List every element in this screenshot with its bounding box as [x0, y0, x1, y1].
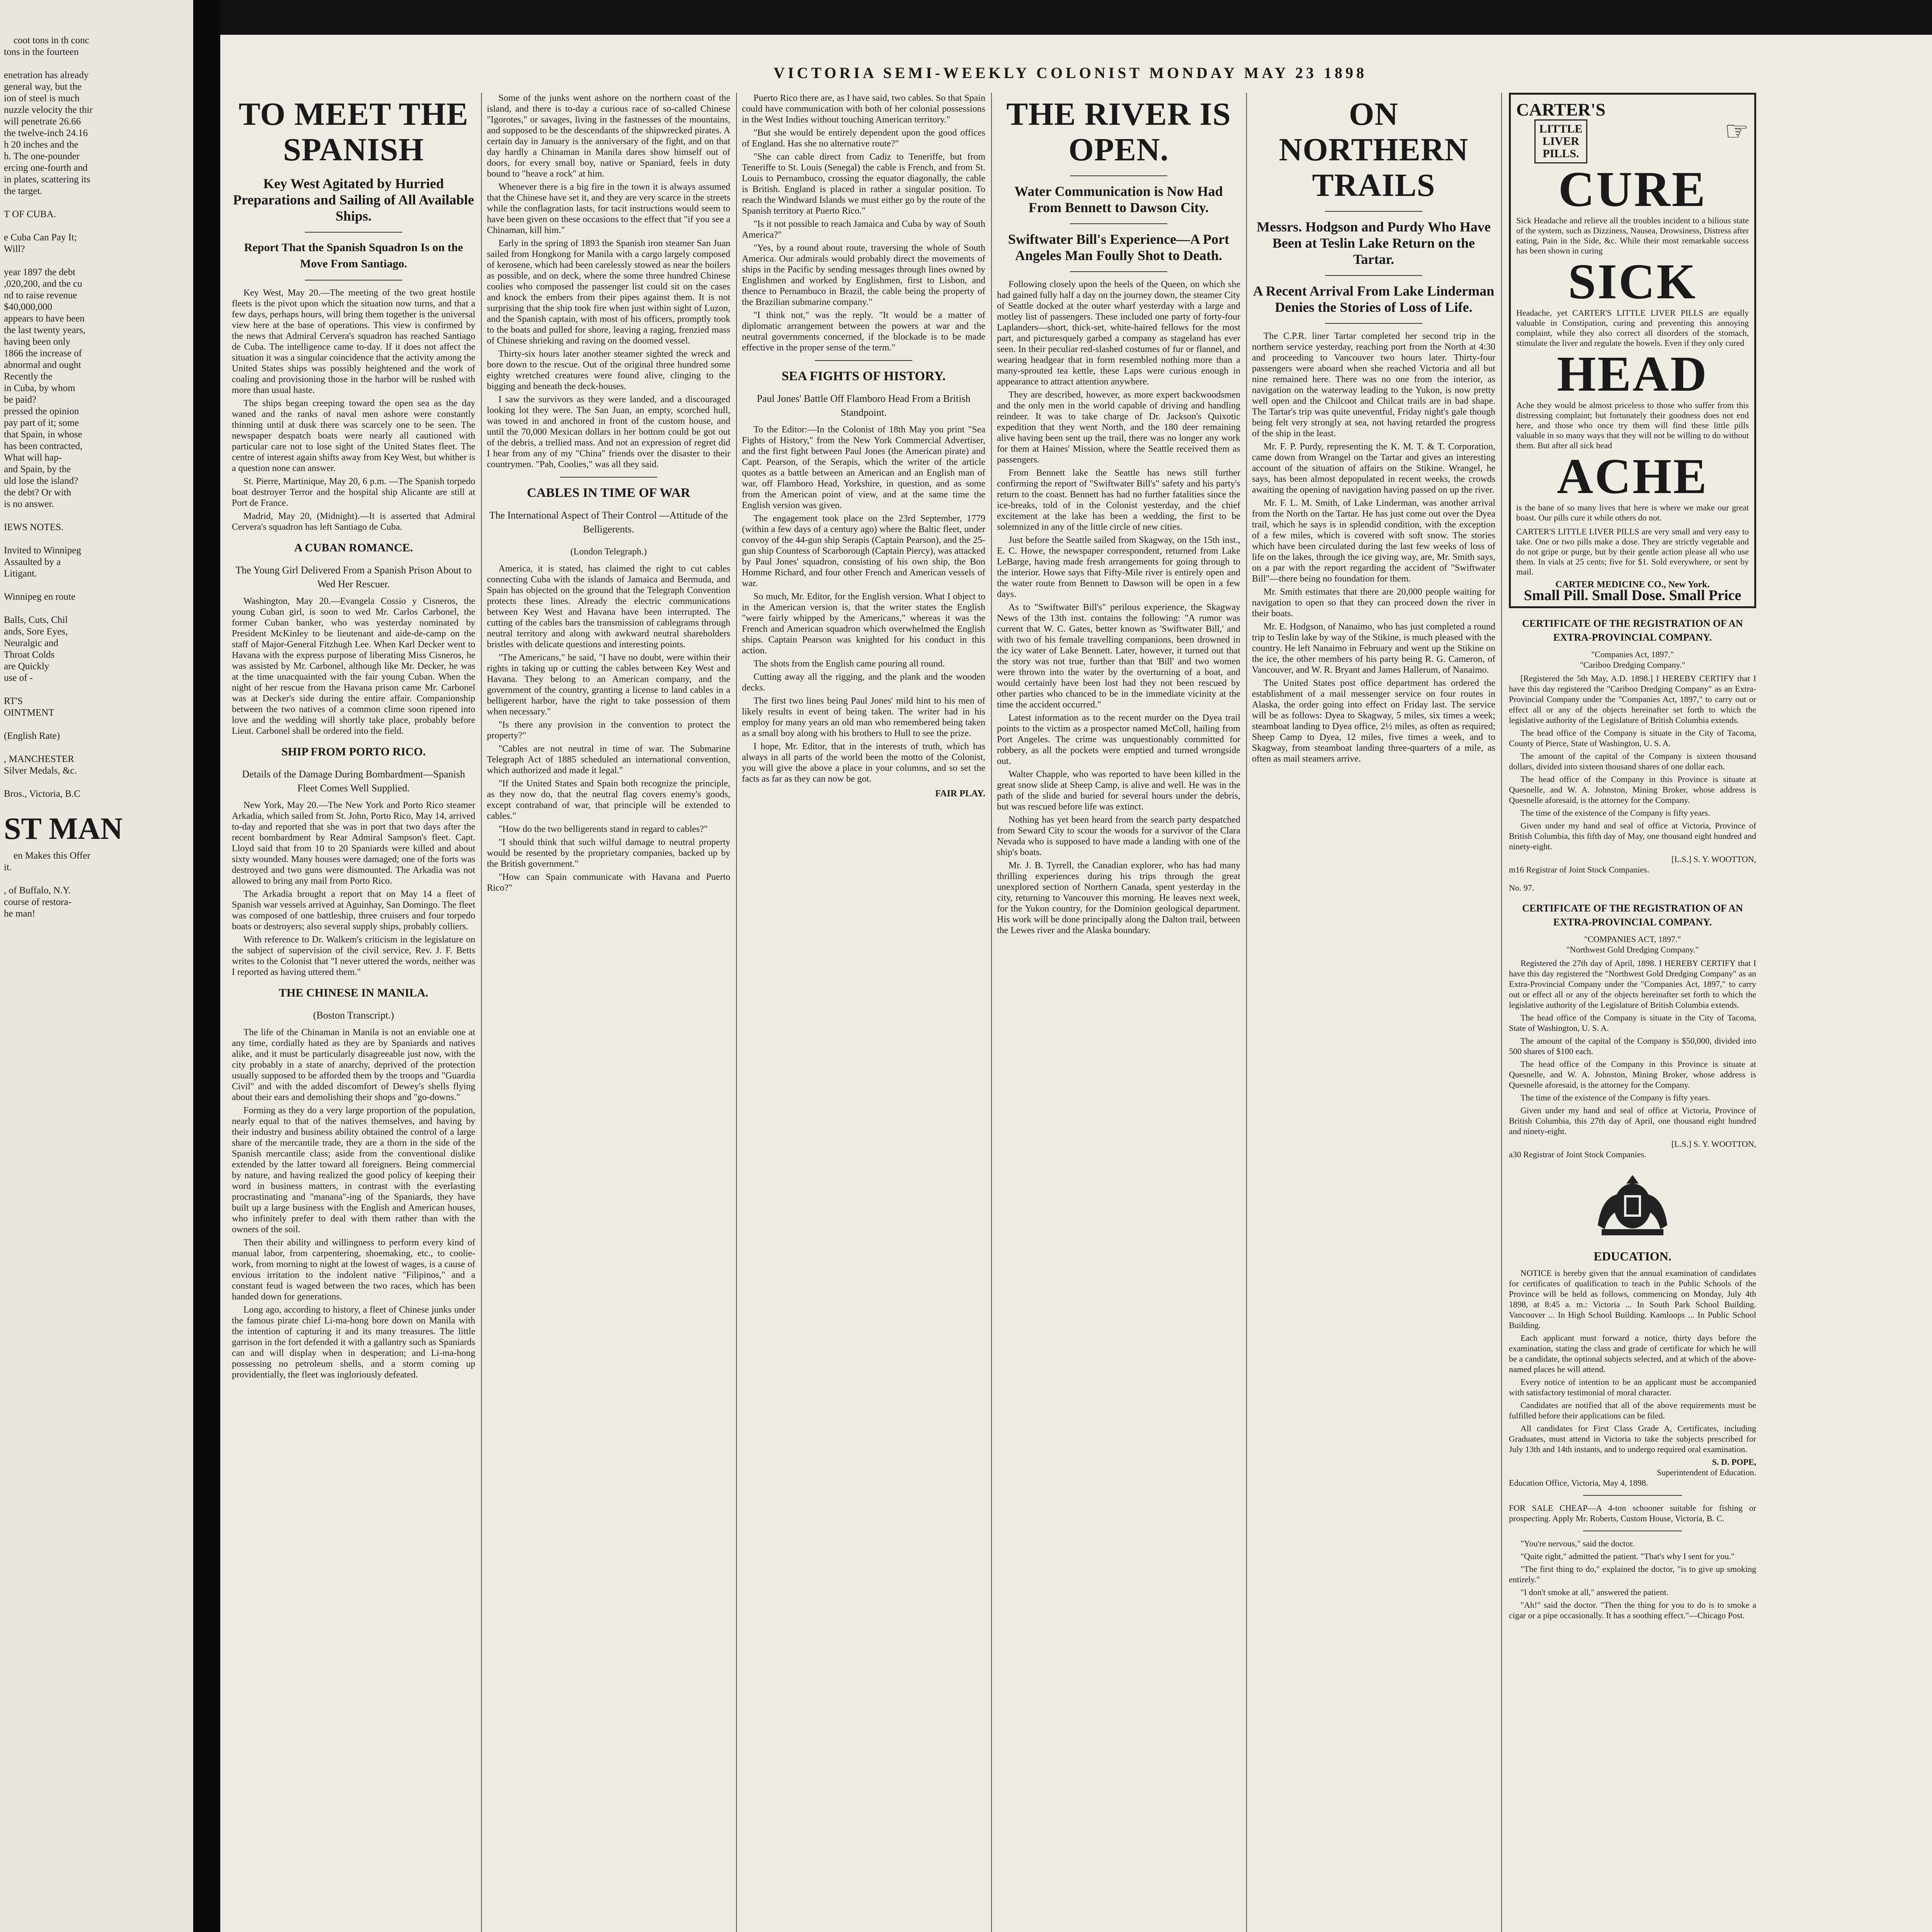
paragraph: The shots from the English came pouring all round.: [753, 659, 945, 669]
cure-text: Sick Headache and relieve all the troubles incident to a bilious state of the system, such as Dizziness, Nausea, Drowsiness, Distress after eating, Pain in the Side, &c. While their most remarkable success has been shown in curing: [1516, 216, 1749, 255]
cert1-act: "Companies Act, 1897.": [1591, 650, 1674, 659]
paragraph: "Quite right," admitted the patient. "That's why I sent for you.": [1520, 1551, 1735, 1561]
subdeck-cuban-romance: The Young Girl Delivered From a Spanish Prison About to Wed Her Rescuer.: [235, 565, 472, 590]
paragraph: Given under my hand and seal of office at Victoria, Province of British Columbia, this 27th day of April, one thousand eight hundred and ninety-eight.: [1509, 1105, 1756, 1136]
headline-spanish: TO MEET THE SPANISH: [238, 96, 469, 168]
head-word: HEAD: [1557, 346, 1708, 402]
column-rule: [481, 93, 482, 1932]
deck-sea-fights: Paul Jones' Battle Off Flamboro Head From a British Standpoint.: [757, 393, 971, 418]
cert1-registrar: m16 Registrar of Joint Stock Companies.: [1509, 865, 1649, 874]
paragraph: Nothing has yet been heard from the search party despatched from Seward City to scour the woods for a survivor of the Clara Nevada who is supposed to have made a landing with one of the ship's boats.: [997, 815, 1240, 857]
paragraph: The Arkadia brought a report that on May 14 a fleet of Spanish war vessels arrived at Aguinhay, San Domingo. The fleet was composed of one battleship, three cruisers and four torpedo boats or destroyers; also several supply ships, probably colliers.: [232, 889, 475, 932]
cert1-seal: [L.S.] S. Y. WOOTTON,: [1671, 854, 1756, 864]
cert2-registrar: a30 Registrar of Joint Stock Companies.: [1509, 1150, 1646, 1159]
paragraph: Just before the Seattle sailed from Skagway, on the 15th inst., E. C. Howe, the newspaper correspondent, returned from Lake LeBarge, having made fresh arrangements for going through to the interior. Howe says that Fifty-Mile river is entirely open and the water route from Bennett to Dawson will be open in a few days.: [997, 535, 1240, 599]
divider: [1070, 223, 1167, 224]
paragraph: The United States post office department has ordered the establishment of a mail messenger service on four routes in Alaska, the order going into effect on Friday last. The service will be as follows: Dyea to Skagway, 5 miles, six times a week; steamboat landing to Dyea office, 2½ miles, as often as required; Sheep Camp to Dyea, 12 miles, five times a week, and to Skagway, from steamboat landing three-quarters of a mile, as often as mail steamers arrive.: [1252, 678, 1495, 764]
headline-sea-fights: SEA FIGHTS OF HISTORY.: [781, 369, 946, 383]
cert2-number: No. 97.: [1509, 883, 1534, 893]
deck-northern-trails: Messrs. Hodgson and Purdy Who Have Been at Teslin Lake Return on the Tartar.: [1257, 219, 1491, 267]
subhead-chinese-manila: THE CHINESE IN MANILA.: [279, 986, 429, 999]
column-3: [742, 93, 985, 1932]
deck2-spanish: Report That the Spanish Squadron Is on the Move From Santiago.: [244, 241, 463, 270]
paragraph: Latest information as to the recent murder on the Dyea trail points to the victim as a prospector named McColl, hailing from Port Angeles. The crime was unquestionably committed for robbery, as all the pockets were emptied and turned wrongside out.: [997, 713, 1240, 766]
paragraph: The head office of the Company in this Province is situate at Quesnelle, and W. A. Johnston, Mining Broker, whose address is Quesnelle aforesaid, is the attorney for the Company.: [1509, 774, 1756, 805]
carters-pills-ad: [1509, 93, 1756, 608]
pills-line-1: LITTLE: [1539, 122, 1583, 135]
paragraph: To the Editor:—In the Colonist of 18th May you print "Sea Fights of History," from the New York Commercial Advertiser, and the first fight between Paul Jones (the American pirate) and Capt. Pearson, of the Serapis, which the writer of the article quotes as a battle between an American and an English man of war, off Flamboro Head, Yorkshire, in question, and as some from the American point of view, and at the same time the English version was given.: [742, 425, 985, 510]
paragraph: Puerto Rico there are, as I have said, two cables. So that Spain could have communication with both of her colonial possessions in the West Indies without touching American territory.": [742, 93, 985, 125]
article-continuation-cables: [742, 93, 985, 353]
paragraph: America, it is stated, has claimed the right to cut cables connecting Cuba with the islands of Jamaica and Bermuda, and Spain has objected on the ground that the Telegraph Convention protects these lines. Already the electric communications between Key West and Havana have been interrupted. The cutting of the cables bars the transmission of cablegrams through neutral territory and along with awkward neutral shareholders bristles with delicate questions and interesting points.: [487, 564, 730, 650]
divider: [1070, 271, 1167, 272]
paragraph: "I don't smoke at all," answered the patient.: [1520, 1587, 1668, 1597]
column-2: [487, 93, 730, 1932]
paragraph: "Yes, by a round about route, traversing the whole of South America. Our admirals would probably direct the movements of ships in the Pacific by sending messages through lines owned by Englishmen and worked by Englishmen, first to Lisbon, and thence to Pernambuco in Brazil, the cable being the property of the Brazilian submarine company.": [742, 243, 985, 307]
cert2-title: CERTIFICATE OF THE REGISTRATION OF AN EXTRA-PROVINCIAL COMPANY.: [1522, 903, 1743, 928]
paragraph: Key West, May 20.—The meeting of the two great hostile fleets is the pivot upon which the situation now turns, and that a few days, perhaps hours, will bring them together is the universal view here at the base of operations. This view is confirmed by the news that Admiral Cervera's squadron has reached Santiago de Cuba. The intelligence came to-day. If it does not affect the situation it was a singular coincidence that the activity among the United States ships was possibly heightened and the work of coaling and provisioning those in the harbor will be rushed with more than usual haste.: [232, 288, 475, 395]
divider: [305, 280, 402, 281]
paragraph: The head office of the Company in this Province is situate at Quesnelle, and W. A. Johnston, Mining Broker, whose address is Quesnelle aforesaid, is the attorney for the Company.: [1509, 1059, 1756, 1090]
deck2-northern-trails: A Recent Arrival From Lake Linderman Denies the Stories of Loss of Life.: [1253, 283, 1495, 315]
paragraph: Mr. E. Hodgson, of Nanaimo, who has just completed a round trip to Teslin lake by way of the Stikine, is much pleased with the country. He left Nanaimo in February and went up the Stikine on the ice, the other members of his party being R. G. Cameron, of Vancouver, and W. R. Bryant and James Hallerum, of Nanaimo.: [1252, 622, 1495, 675]
paragraph: "The Americans," he said, "I have no doubt, were within their rights in taking up or cutting the cables between Key West and Havana. They belong to an American company, and the government of the country, granting a license to land cables in a belligerent harbor, have the right to take possession of them when necessary.": [487, 653, 730, 717]
paragraph: The amount of the capital of the Company is $50,000, divided into 500 shares of $100 each.: [1509, 1036, 1756, 1056]
column-1: [232, 93, 475, 1932]
column-5: [1252, 93, 1495, 1932]
headline-northern-trails: ON NORTHERN TRAILS: [1279, 96, 1469, 203]
paragraph: Some of the junks went ashore on the northern coast of the island, and there is to-day a curious race of so-called Chinese "Igorotes," or savages, living in the fastnesses of the mountains, and supposed to be the descendants of the shipwrecked pirates. A certain day in January is the anniversary of the fight, and on that day hardly a Chinaman in Manila dares show himself out of doors, for every small boy, native or Spaniard, feels in duty bound to "heave a rock" at him.: [487, 93, 730, 179]
column-4: [997, 93, 1240, 1932]
paragraph: St. Pierre, Martinique, May 20, 6 p.m. —The Spanish torpedo boat destroyer Terror and the hospital ship Alicante are still at Port de France.: [232, 476, 475, 508]
paragraph: I hope, Mr. Editor, that in the interests of truth, which has always in all parts of the world been the motto of the Colonist, you will give the above a place in your columns, and so set the facts as far as they can now be got.: [742, 742, 985, 784]
paragraph: Mr. F. L. M. Smith, of Lake Linderman, was another arrival from the North on the Tartar. He has just come out over the Dyea trail, which he says is in splendid condition, with the exception of a few miles, which is covered with soft snow. The stories which have been circulated during the last few weeks of loss of life on the lakes, through the ice giving way, are, Mr. Smith says, on a par with the report regarding the accident of "Swiftwater Bill"—there being no foundation for them.: [1252, 498, 1495, 584]
previous-page-ad-heading: ST MAN: [4, 812, 123, 846]
paragraph: Given under my hand and seal of office at Victoria, Province of British Columbia, this fifth day of May, one thousand eight hundred and ninety-eight.: [1509, 821, 1756, 851]
paragraph: The life of the Chinaman in Manila is not an enviable one at any time, cordially hated as they are by Spaniards and natives alike, and it must be particularly disagreeable just now, with the city probably in a state of anarchy, deprived of the protection usually supposed to be afforded them by the troops and "Guardia Civil" and with the added discomfort of Dewey's shells flying about their ears and demolishing their shops and "go-downs.": [232, 1027, 475, 1102]
paragraph: Candidates are notified that all of the above requirements must be fulfilled before their applications can be filed.: [1509, 1400, 1756, 1420]
previous-page-text: [4, 23, 185, 1932]
paragraph: "Is there any provision in the convention to protect the property?": [487, 720, 730, 741]
divider: [1325, 211, 1422, 212]
divider: [305, 232, 402, 233]
paragraph: "How do the two belligerents stand in regard to cables?": [498, 824, 708, 834]
deck-cables: The International Aspect of Their Control —Attitude of the Belligerents.: [489, 510, 728, 535]
paragraph: New York, May 20.—The New York and Porto Rico steamer Arkadia, which sailed from St. John, Porto Rico, May 14, arrived to-day and reported that she was in port that two days after the recent bombardment by Rear Admiral Sampson's fleet. Capt. Lloyd said that from 10 to 20 Spaniards were killed and about sixty wounded. Many houses were damaged; one of the forts was destroyed and two guns were dismounted. The Arkadia was not allowed to bring any mail from Porto Rico.: [232, 800, 475, 886]
paragraph: Following closely upon the heels of the Queen, on which she had gained fully half a day on the journey down, the steamer City of Seattle docked at the outer wharf yesterday with a large and motley list of passengers. These included one party of forty-four Laplanders—short, thick-set, white-haired fellows for the most part, and picturesquely garbed a company as stageland has ever seen. In their peculiar red-slashed costumes of fur or flannel, and wearing headgear that in form resembled nothing more than a many-sprouted tea kettle, these Laps were curious enough in appearance to attract attention anywhere.: [997, 279, 1240, 387]
subhead-porto-rico: SHIP FROM PORTO RICO.: [281, 745, 426, 758]
deck-river-open: Water Communication is Now Had From Bennett to Dawson City.: [1014, 184, 1223, 215]
paragraph: All candidates for First Class Grade A, Certificates, including Graduates, must attend in Victoria to take the subjects prescribed for July 13th and 14th instants, and to undergo required oral examination.: [1509, 1423, 1756, 1454]
education-signer: S. D. POPE,: [1712, 1457, 1756, 1467]
paragraph: The C.P.R. liner Tartar completed her second trip in the northern service yesterday, reaching port from the North at 4:30 and proceeding to Vancouver two hours later. Thirty-four passengers were aboard when she reached Victoria and all but nine remained here. There was no one from the interior, as navigation on the waterway leading to the Yukon, is now pretty well open and the Chilcoot and Chilcat trails are in bad shape. The Tartar's trip was quite uneventful, Friday night's gale though being felt very strongly at sea, not having retarded the progress of the ship in the least.: [1252, 331, 1495, 439]
paragraph: "Is it not possible to reach Jamaica and Cuba by way of South America?": [742, 219, 985, 240]
education-signer-title: Superintendent of Education.: [1656, 1468, 1756, 1477]
cert1-company: "Cariboo Dredging Company.": [1580, 660, 1685, 670]
sick-text: Headache, yet CARTER'S LITTLE LIVER PILLS are equally valuable in Constipation, curing and preventing this annoying complaint, while they also correct all disorders of the stomach, stimulate the liver and regulate the bowels. Even if they only cured: [1516, 308, 1749, 348]
divider: [1325, 275, 1422, 276]
sick-word: SICK: [1568, 254, 1697, 310]
paragraph: Registered the 27th day of April, 1898. I HEREBY CERTIFY that I have this day registered the "Northwest Gold Dredging Company" as an Extra-Provincial Company under the "Companies Act, 1897," to carry out or effect all or any of the objects hereinafter set forth to which the legislative authority of the Legislature of British Columbia extends.: [1509, 958, 1756, 1010]
paragraph: Every notice of intention to be an applicant must be accompanied with satisfactory testimonial of moral character.: [1509, 1377, 1756, 1397]
column-rule: [736, 93, 737, 1932]
article-body-cables: [487, 563, 730, 893]
paragraph: Mr. F. P. Purdy, representing the K. M. T. & T. Corporation, came down from Wrangel on the Tartar and gives an interesting account of the situation of affairs on the Stikine. Wrangel, he says, has been almost depopulated in recent weeks, the crowds awaiting the opening of navigation having passed on up the river.: [1252, 442, 1495, 495]
ache-text: is the bane of so many lives that here is where we make our great boast. Our pills cure it while others do not.: [1516, 503, 1749, 522]
article-body-chinese-manila: [232, 1027, 475, 1380]
subhead-cuban-romance: A CUBAN ROMANCE.: [294, 541, 413, 554]
paragraph: Madrid, May 20, (Midnight).—It is asserted that Admiral Cervera's squadron has left Santiago de Cuba.: [232, 511, 475, 532]
paragraph: With reference to Dr. Walkem's criticism in the legislature on the subject of supervision of the civil service, Rev. J. F. Betts writes to the Colonist that "I never uttered the words, neither was I reported as having uttered them.": [232, 935, 475, 977]
signature-fair-play: FAIR PLAY.: [935, 789, 985, 799]
certificate-northwest: [1509, 883, 1756, 1160]
paragraph: The time of the existence of the Company is fifty years.: [1520, 808, 1710, 818]
paragraph: Mr. Smith estimates that there are 20,000 people waiting for navigation to open so that they can proceed down the river in their boats.: [1252, 587, 1495, 619]
carters-company: CARTER MEDICINE CO., New York.: [1555, 580, 1710, 590]
subdeck-porto-rico: Details of the Damage During Bombardment—Spanish Fleet Comes Well Supplied.: [242, 769, 465, 794]
paragraph: "But she would be entirely dependent upon the good offices of England. Has she no alternative route?": [742, 128, 985, 149]
paragraph: The ships began creeping toward the open sea as the day waned and the ranks of naval men ashore were constantly thinning until at dusk there was scarcely one to be seen. The newspaper despatch boats were nearly all cautioned with particular care not to lose sight of the United States fleet. The centre of interest again shifts away from Key West, but whither is a question none can answer.: [232, 398, 475, 473]
article-body-sea-fights: [742, 424, 985, 784]
column-rule: [1501, 93, 1502, 1932]
education-title: EDUCATION.: [1594, 1249, 1672, 1263]
paragraph: [Registered the 5th May, A.D. 1898.] I HEREBY CERTIFY that I have this day registered the "Cariboo Dredging Company" as an Extra-Provincial Company under the "Companies Act, 1897," to carry out or effect all or any of the objects hereinafter set forth to which the legislative authority of the Legislature of British Columbia extends.: [1509, 673, 1756, 725]
cert2-body: [1509, 958, 1756, 1136]
headline-river-open: THE RIVER IS OPEN.: [1006, 96, 1231, 168]
paragraph: So much, Mr. Editor, for the English version. What I object to in the American version is, that the writer states the English "were fairly whipped by the Americans," whereas it was the French and American squadron which overwhelmed the English ships. Captain Pearson was knighted for his conduct in this action.: [742, 592, 985, 656]
paragraph: The engagement took place on the 23rd September, 1779 (within a few days of a century ago) where the Baltic fleet, under convoy of the 44-gun ship Serapis (Captain Pearson), and the 25-gun ship Countess of Scarborough (Captain Piercy), was attacked by Paul Jones' squadron, consisting of his own ship, the Bon Homme Richard, and four other French and American vessels of war.: [742, 514, 985, 588]
paragraph: The time of the existence of the Company is fifty years.: [1520, 1093, 1710, 1102]
head-text: Ache they would be almost priceless to those who suffer from this distressing complaint; but fortunately their goodness does not end here, and those who once try them will find these little pills valuable in so many ways that they will not be willing to do without them. But after all sick head: [1516, 400, 1749, 450]
ache-word: ACHE: [1557, 449, 1708, 504]
divider: [1325, 323, 1422, 324]
education-body: [1509, 1268, 1756, 1454]
pills-label: [1534, 119, 1588, 163]
paragraph: The head office of the Company is situate in the City of Tacoma, State of Washington, U. S. A.: [1509, 1013, 1756, 1033]
paragraph: Washington, May 20.—Evangela Cossio y Cisneros, the young Cuban girl, is soon to wed Mr. Carlos Carbonel, the former Cuban banker, who was yesterday nominated by President McKinley to be lieutenant and aide-de-camp on the staff of Major-General Fitzhugh Lee. When Karl Decker went to Havana with the express purpose of liberating Miss Cisneros, he was assisted by Mr. Carbonel, although like Mr. Decker, he was at the time unacquainted with the fair young Cuban. When the night of her rescue from the Havana prison came Mr. Carbonel was at Decker's side during the entire affair. Companionship between the two natives of a common clime soon ripened into love and the wedding will shortly take place, probably before Lieut. Carbonel shall be ordered into the field.: [232, 596, 475, 736]
newspaper-page: [220, 35, 1932, 1932]
education-notice: [1509, 1249, 1756, 1488]
paragraph: Long ago, according to history, a fleet of Chinese junks under the famous pirate chief Li-ma-hong bore down on Manila with the intention of capturing it and its many treasures. The little garrison in the fort defended it with a gallantry such as Spaniards can and will display when in desperation; and Li-ma-hong possessing no petroleum shells, and a storm coming up providentially, the fleet was ingloriously defeated.: [232, 1305, 475, 1380]
deck-spanish: Key West Agitated by Hurried Preparations and Sailing of All Available Ships.: [233, 176, 474, 224]
paragraph: Cutting away all the rigging, and the plank and the wooden decks.: [742, 672, 985, 693]
paragraph: As to "Swiftwater Bill's" perilous experience, the Skagway News of the 13th inst. contains the following: "A rumor was current that W. C. Gates, better known as 'Swiftwater Bill,' and with two of his female travelling companions, been drowned in the icy water of Lake Bennett. Later, however, it turned out that the story was not true, further than that 'Bill' and two women were thrown into the water by the overturning of a boat, and would certainly have been lost had they not been rescued by other parties who chanced to be in the immediate vicinity at the time the accident occurred.": [997, 602, 1240, 710]
article-body-river-open: [997, 279, 1240, 936]
pointing-hand-icon: ☞: [1725, 117, 1749, 146]
cert2-company: "Northwest Gold Dredging Company.": [1566, 945, 1699, 954]
paragraph: Early in the spring of 1893 the Spanish iron steamer San Juan sailed from Hongkong for Manila with a cargo largely composed of kerosene, which had been carelessly stowed as near the boilers as possible, and on deck, where the some three hundred Chinese coolies who composed the passenger list could sit on the cases and knock the embers from their pipes against them. It is not surprising that the ship took fire when just within sight of Luzon, and the Spanish captain, with most of his officers, promptly took to the boats and pulled for shore, leaving a raging, frenzied mass of Chinese shrieking and raving on the doomed vessel.: [487, 238, 730, 346]
cure-word: CURE: [1558, 162, 1707, 217]
article-body-spanish: [232, 287, 475, 532]
paragraph: "The first thing to do," explained the doctor, "is to give up smoking entirely.": [1509, 1564, 1756, 1584]
deck2-river-open: Swiftwater Bill's Experience—A Port Angeles Man Foully Shot to Death.: [1008, 231, 1230, 263]
article-body-northern-trails: [1252, 331, 1495, 764]
carters-brand: CARTER'S: [1516, 100, 1605, 119]
source-london-telegraph: (London Telegraph.): [570, 547, 647, 557]
paragraph: NOTICE is hereby given that the annual examination of candidates for certificates of qualification to teach in the Public Schools of the Province will be held as follows, commencing on Monday, July 4th 1898, at 8:45 a. m.: Victoria ... In South Park School Building. Vancouver ... In High School Building. Kamloops ... In Public School Building.: [1509, 1268, 1756, 1330]
cert1-body: [1509, 673, 1756, 852]
paragraph: Mr. J. B. Tyrrell, the Canadian explorer, who has had many thrilling experiences during his trips through the great unexplored section of Northern Canada, spent yesterday in the city, returning to Vancouver this morning. He leaves next week, for the Yukon country, for the Dominion geological department. His work will be done principally along the Dalton trail, between the Lewes river and the Alaska boundary.: [997, 861, 1240, 935]
headline-cables: CABLES IN TIME OF WAR: [527, 486, 690, 500]
cert2-seal: [L.S.] S. Y. WOOTTON,: [1671, 1139, 1756, 1149]
paragraph: "Cables are not neutral in time of war. The Submarine Telegraph Act of 1885 scheduled an international convention, which authorized and made it legal.": [487, 744, 730, 776]
paragraph: "I should think that such wilful damage to neutral property would be resented by the proprietary companies, backed up by the British government.": [487, 837, 730, 869]
cert1-title: CERTIFICATE OF THE REGISTRATION OF AN EXTRA-PROVINCIAL COMPANY.: [1522, 618, 1743, 643]
page-gutter: [193, 0, 220, 1932]
paragraph: I saw the survivors as they were landed, and a discouraged looking lot they were. The San Juan, an empty, scorched hull, was towed in and anchored in front of the custom house, and until the 70,000 Mexican dollars in her bottom could be got out of the debris, a trellied mass. And not an expression of regret did I hear from any of my "China" friends over the disaster to their countrymen. "Pah, Coolies," was all they said.: [487, 395, 730, 469]
joke-column: [1509, 1538, 1756, 1621]
column-rule: [991, 93, 992, 1932]
paragraph: Thirty-six hours later another steamer sighted the wreck and bore down to the rescue. Out of the original three hundred some eighty wretched creatures were found alive, clinging to the bigging and beneath the deck-houses.: [487, 349, 730, 391]
paragraph: They are described, however, as more expert backwoodsmen and the only men in the world capable of driving and handling reindeer. It was to take charge of Dr. Jackson's Quixotic expedition that they went North, and the 180 deer remaining alive having been sent up the trail, there was no longer any work for them at Haines' Mission, where the Seattle received them as passengers.: [997, 390, 1240, 465]
previous-page-column: coot tons in th conc tons in the fourteen enetration has already general way, but the ion of steel is much nuzzle velocity the thir will penetrate 26.66 the twelve-inch 24.16 h 20 inches and the h. The one-pounder ercing one-fourth and in plates, scattering its the target. T OF CUBA. e Cuba Can Pay It; Will? year 1897 the debt ,020,200, and the cu nd to raise revenue $40,000,000 appears to have been the last twenty years, having been only 1866 the increase of abnormal and ought Recently the in Cuba, by whom be paid? pressed the opinion pay part of it; some that Spain, in whose has been contracted, What will hap- and Spain, by the uld lose the island? the debt? Or with is no answer. IEWS NOTES. Invited to Winnipeg Assaulted by a Litigant. Winnipeg en route Balls, Cuts, Chil ands, Sore Eyes, Neuralgic and Throat Colds are Quickly use of - RT'S OINTMENT (English Rate) , MANCHESTER Silver Medals, &c. Bros., Victoria, B.C: [4, 35, 93, 799]
paragraph: The amount of the capital of the Company is sixteen thousand dollars, divided into sixteen thousand shares of one dollar each.: [1509, 751, 1756, 771]
divider: [1583, 1495, 1682, 1496]
divider: [560, 477, 657, 478]
paragraph: Each applicant must forward a notice, thirty days before the examination, stating the class and grade of certificate for which he will be a candidate, the optional subjects selected, and at which of the above-named places he will attend.: [1509, 1333, 1756, 1374]
paragraph: The head office of the Company is situate in the City of Tacoma, County of Pierce, State of Washington, U. S. A.: [1509, 728, 1756, 748]
paragraph: Walter Chapple, who was reported to have been killed in the great snow slide at Sheep Camp, is alive and well. He was in the path of the slide and buried for several hours under the debris, but was rescued before life was extinct.: [997, 769, 1240, 812]
previous-page-fragment: [0, 0, 193, 1932]
paragraph: "You're nervous," said the doctor.: [1520, 1539, 1634, 1548]
article-body-porto-rico: [232, 800, 475, 978]
paragraph: "Ah!" said the doctor. "Then the thing for you to do is to smoke a cigar or a pipe occasionally. It has a soothing effect."—Chicago Post.: [1509, 1600, 1756, 1620]
paragraph: The first two lines being Paul Jones' mild hint to his men of likely results in event of being taken. The writer had in his employ for many years an old man who remembered being taken as a small boy along with his brothers to Hull to see the prize.: [742, 696, 985, 738]
royal-coat-of-arms-icon: [1575, 1167, 1690, 1241]
column-rule: [1246, 93, 1247, 1932]
paragraph: Whenever there is a big fire in the town it is always assumed that the Chinese have set it, and they are very scarce in the streets while the conflagration lasts, for tacit instructions would seem to have been given on these occasions to the effect that "if you see a Chinaman, kill him.": [487, 182, 730, 235]
article-body-cuban-romance: [232, 596, 475, 736]
paragraph: "She can cable direct from Cadiz to Teneriffe, but from Teneriffe to St. Louis (Senegal) the cable is French, and from St. Louis to Pernambuco, crossing the equator diagonally, the cable is British. England is placed in rather a singular position. To reach the Windward Islands we must either go by the route of the Spanish territory at Puerto Rico.": [742, 152, 985, 216]
for-sale-notice: FOR SALE CHEAP—A 4-ton schooner suitable for fishing or prospecting. Apply Mr. Roberts, Custom House, Victoria, B. C.: [1509, 1503, 1756, 1523]
divider: [815, 360, 912, 361]
source-boston-transcript: (Boston Transcript.): [313, 1010, 394, 1021]
article-continuation-chinese: [487, 93, 730, 470]
carters-detail: CARTER'S LITTLE LIVER PILLS are very small and very easy to take. One or two pills make a dose. They are strictly vegetable and do not gripe or purge, but by their gentle action please all who use them. In vials at 25 cents; five for $1. Sold everywhere, or sent by mail.: [1516, 527, 1749, 577]
divider: [1070, 175, 1167, 176]
carters-slogan: Small Pill. Small Dose. Small Price: [1524, 587, 1742, 604]
paragraph: "If the United States and Spain both recognize the principle, as they now do, that the neutral flag covers enemy's goods, except contraband of war, that principle will be extended to cables.": [487, 779, 730, 821]
certificate-cariboo: [1509, 617, 1756, 875]
pills-line-3: PILLS.: [1543, 147, 1579, 160]
pills-line-2: LIVER: [1542, 135, 1579, 148]
paragraph: From Bennett lake the Seattle has news still further confirming the report of "Swiftwater Bill's" safety and his party's return to the coast. Bennett has had no further fatalities since the ice-breaks, told of in the Colonist yesterday, and the chief excitement at the lake has been a wedding, the first to be solemnized in any of the little circle of new cities.: [997, 468, 1240, 532]
previous-page-ad-text: en Makes this Offer it. , of Buffalo, N.Y. course of restora- he man!: [4, 850, 90, 919]
education-office: Education Office, Victoria, May 4, 1898.: [1509, 1478, 1648, 1488]
column-6-advertisements: [1509, 93, 1756, 1932]
paragraph: Then their ability and willingness to perform every kind of manual labor, from carpentering, shoemaking, etc., to coolie-work, from morning to night at the lowest of wages, is a cause of envious irritation to the indolent native "Filipinos," and a constant feud is waged between the two races, which has been handed down for generations.: [232, 1238, 475, 1302]
cert2-act: "COMPANIES ACT, 1897.": [1584, 934, 1681, 944]
paragraph: "I think not," was the reply. "It would be a matter of diplomatic arrangement between the powers at war and the neutral governments concerned, if the blockade is to be made effective in the proper sense of the term.": [742, 310, 985, 353]
masthead: VICTORIA SEMI-WEEKLY COLONIST MONDAY MAY 23 1898: [773, 64, 1367, 82]
paragraph: "How can Spain communicate with Havana and Puerto Rico?": [487, 872, 730, 893]
paragraph: Forming as they do a very large proportion of the population, nearly equal to that of the natives themselves, and having by their industry and business ability obtained the control of a large share of the mercantile trade, they are a thorn in the side of the Spanish mercantile class; aside from the conventional dislike extended by the latter toward all foreigners. Being commercial by nature, and having realized the good policy of keeping their word in business matters, in contrast with the everlasting procrastinating and "manana"-ing of the Spaniards, they have built up a large business with the English and American houses, who infinitely prefer to deal with them rather than with the owners of the soil.: [232, 1105, 475, 1235]
